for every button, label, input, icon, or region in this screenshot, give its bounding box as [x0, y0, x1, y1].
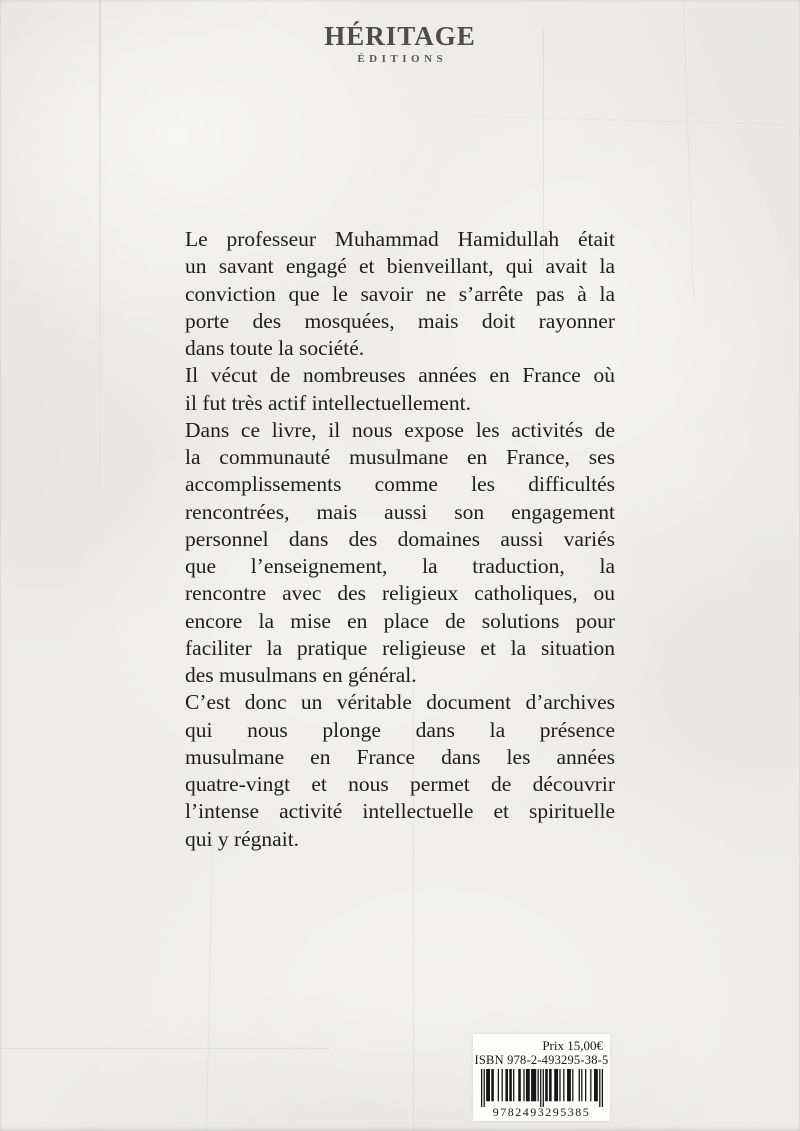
synopsis-line: des musulmans en général. [185, 663, 417, 687]
price-isbn-label [473, 1034, 610, 1121]
synopsis-line: que l’enseignement, la traduction, la [185, 554, 615, 578]
ean13-barcode [481, 1069, 603, 1107]
synopsis-line: Il vécut de nombreuses années en France où [185, 363, 615, 388]
synopsis-line: qui nous plonge dans la présence [185, 717, 615, 742]
publisher-name: HÉRITAGE [324, 21, 476, 51]
barcode-digits: 9782493295385 [492, 1105, 591, 1119]
paper-crease [470, 116, 800, 126]
synopsis-line: un savant engagé et bienveillant, qui avait la [185, 254, 615, 279]
synopsis-line: Dans ce livre, il nous expose les activités de [185, 417, 615, 442]
synopsis-line: faciliter la pratique religieuse et la situation [185, 635, 615, 660]
synopsis-line: musulmane en France dans les années [185, 744, 615, 769]
synopsis-line: accomplissements comme les difficultés [185, 472, 615, 497]
synopsis-line: qui y régnait. [185, 826, 300, 851]
publisher-logo [0, 22, 800, 65]
synopsis-line: dans toute la société. [185, 336, 365, 360]
paper-crease [206, 840, 213, 1131]
synopsis-text [185, 226, 615, 853]
isbn-text: ISBN 978-2-493295-38-5 [474, 1053, 609, 1067]
synopsis-line: rencontrées, mais aussi son engagement [185, 499, 615, 524]
synopsis-line: rencontre avec des religieux catholiques, ou [185, 581, 615, 606]
synopsis-line: il fut très actif intellectuellement. [185, 390, 471, 415]
synopsis-line: quatre-vingt et nous permet de découvrir [185, 772, 615, 796]
price-text: Prix 15,00€ [542, 1038, 603, 1053]
synopsis-line: personnel dans des domaines aussi variés [185, 526, 615, 551]
synopsis-line: l’intense activité intellectuelle et spirituelle [185, 799, 615, 824]
publisher-subtitle: ÉDITIONS [357, 52, 448, 65]
paper-crease [99, 0, 101, 560]
synopsis-line: Le professeur Muhammad Hamidullah était [185, 227, 615, 251]
synopsis-line: porte des mosquées, mais doit rayonner [185, 308, 615, 333]
synopsis-line: encore la mise en place de solutions pour [185, 608, 615, 633]
synopsis-line: la communauté musulmane en France, ses [185, 445, 615, 469]
synopsis-line: conviction que le savoir ne s’arrête pas à la [185, 281, 615, 306]
paper-crease [0, 1048, 330, 1049]
synopsis-line: C’est donc un véritable document d’archives [185, 690, 615, 715]
